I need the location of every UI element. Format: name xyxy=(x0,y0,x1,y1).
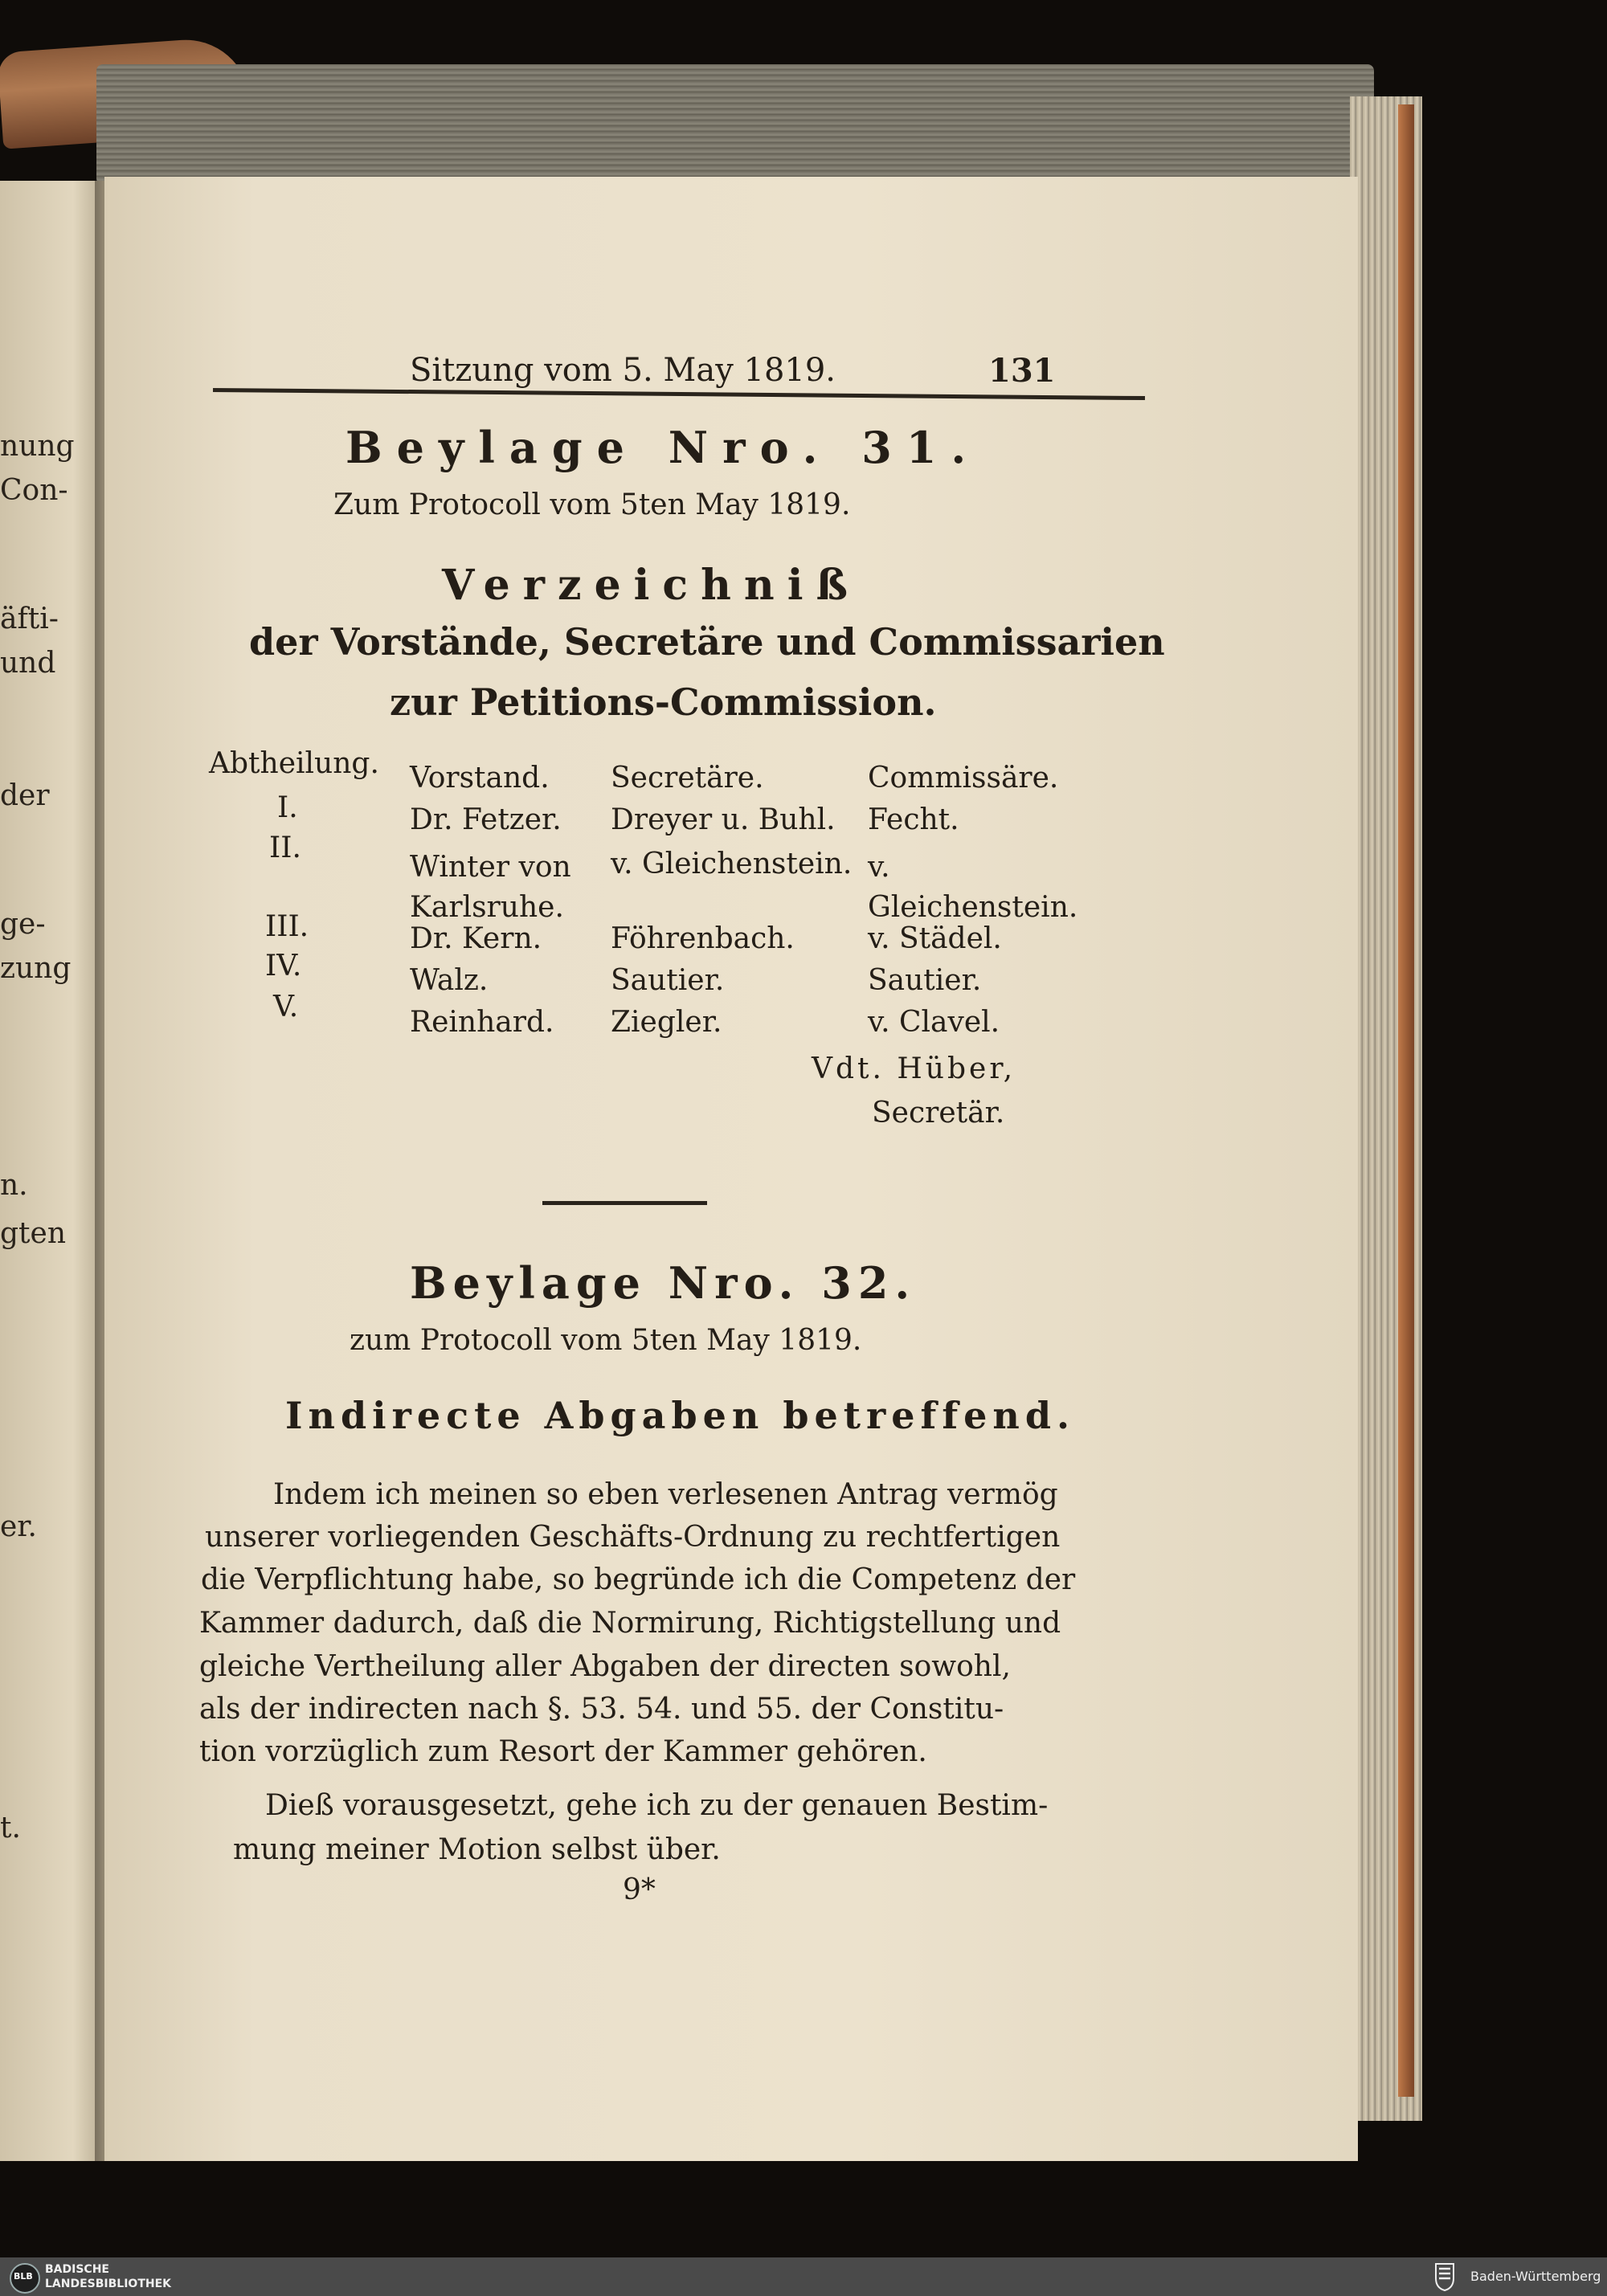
column-header: Abtheilung. xyxy=(209,747,379,780)
left-fragment: und xyxy=(0,647,56,680)
library-name-line: BADISCHE xyxy=(45,2263,109,2276)
table-cell: Sautier. xyxy=(868,964,982,997)
left-fragment: n. xyxy=(0,1169,28,1202)
library-logo xyxy=(10,2263,40,2294)
table-cell: v. Gleichenstein. xyxy=(611,848,853,880)
table-cell: II. xyxy=(269,831,301,864)
running-title: Sitzung vom 5. May 1819. xyxy=(410,352,836,389)
appendix-32-subtitle: zum Protocoll vom 5ten May 1819. xyxy=(350,1324,862,1357)
left-fragment: ge- xyxy=(0,908,46,941)
table-cell: Sautier. xyxy=(611,964,725,997)
column-header: Vorstand. xyxy=(410,762,550,795)
table-cell: v. Gleichenstein. xyxy=(868,851,1078,924)
left-fragment: gten xyxy=(0,1217,67,1250)
signature-mark: 9* xyxy=(623,1873,656,1906)
header-rule xyxy=(213,388,1145,400)
library-logo-text: BLB xyxy=(14,2271,33,2282)
appendix-31-subheading: zur Petitions-Commission. xyxy=(390,680,937,724)
paragraph-line: Kammer dadurch, daß die Normirung, Richtigstellung und xyxy=(199,1607,1061,1640)
table-cell: IV. xyxy=(265,950,302,983)
appendix-32-heading: Indirecte Abgaben betreffend. xyxy=(285,1394,1076,1437)
paragraph-line: die Verpflichtung habe, so begründe ich die Competenz der xyxy=(201,1563,1076,1596)
left-fragment: t. xyxy=(0,1812,21,1845)
appendix-31-subheading: der Vorstände, Secretäre und Commissarien xyxy=(249,620,1165,664)
table-cell: Dr. Fetzer. xyxy=(410,803,562,836)
appendix-31-title: Beylage Nro. 31. xyxy=(346,422,981,473)
paragraph-line: als der indirecten nach §. 53. 54. und 55. der Constitu- xyxy=(199,1693,1004,1726)
page-block-top-edge xyxy=(96,64,1374,185)
table-cell: Föhrenbach. xyxy=(611,922,795,955)
table-cell: Ziegler. xyxy=(611,1006,722,1039)
paragraph-line: tion vorzüglich zum Resort der Kammer gehören. xyxy=(199,1735,927,1768)
right-page xyxy=(104,177,1358,2161)
table-cell: V. xyxy=(273,991,299,1023)
left-page xyxy=(0,181,104,2161)
signature-role: Secretär. xyxy=(872,1097,1005,1130)
table-cell: I. xyxy=(277,791,298,824)
left-fragment: nung xyxy=(0,430,75,463)
footer-bar xyxy=(0,2257,1607,2296)
column-header: Commissäre. xyxy=(868,762,1059,795)
left-fragment: er. xyxy=(0,1510,38,1543)
left-fragment: äfti- xyxy=(0,603,59,635)
table-cell: Reinhard. xyxy=(410,1006,554,1039)
table-cell: Winter von Karlsruhe. xyxy=(410,851,571,924)
section-divider xyxy=(542,1201,707,1205)
signature: Vdt. Hüber, xyxy=(812,1052,1016,1085)
table-cell: v. Städel. xyxy=(868,922,1002,955)
table-cell: III. xyxy=(265,910,309,943)
left-fragment: Con- xyxy=(0,474,68,507)
table-cell: Fecht. xyxy=(868,803,959,836)
left-fragment: zung xyxy=(0,952,72,985)
paragraph-line: gleiche Vertheilung aller Abgaben der directen sowohl, xyxy=(199,1650,1011,1683)
paragraph-line: Dieß vorausgesetzt, gehe ich zu der genauen Bestim- xyxy=(265,1789,1049,1822)
table-cell: v. Clavel. xyxy=(868,1006,1000,1039)
library-name xyxy=(45,2262,171,2291)
table-cell: Walz. xyxy=(410,964,489,997)
paragraph-line: Indem ich meinen so eben verlesenen Antrag vermög xyxy=(273,1478,1058,1511)
left-fragment: der xyxy=(0,779,50,812)
crest-icon xyxy=(1434,2262,1455,2291)
table-cell: Dreyer u. Buhl. xyxy=(611,803,836,836)
table-cell: Dr. Kern. xyxy=(410,922,542,955)
page-number: 131 xyxy=(988,352,1056,390)
appendix-32-title: Beylage Nro. 32. xyxy=(410,1257,917,1309)
paragraph-line: unserer vorliegenden Geschäfts-Ordnung zu rechtfertigen xyxy=(205,1521,1061,1554)
library-name-line: LANDESBIBLIOTHEK xyxy=(45,2278,172,2290)
state-name: Baden-Württemberg xyxy=(1470,2269,1601,2284)
column-header: Secretäre. xyxy=(611,762,764,795)
appendix-31-subtitle: Zum Protocoll vom 5ten May 1819. xyxy=(333,488,851,521)
paragraph-line: mung meiner Motion selbst über. xyxy=(233,1833,721,1866)
appendix-31-heading: Verzeichniß xyxy=(442,561,861,610)
book-cover-edge xyxy=(1398,104,1414,2097)
